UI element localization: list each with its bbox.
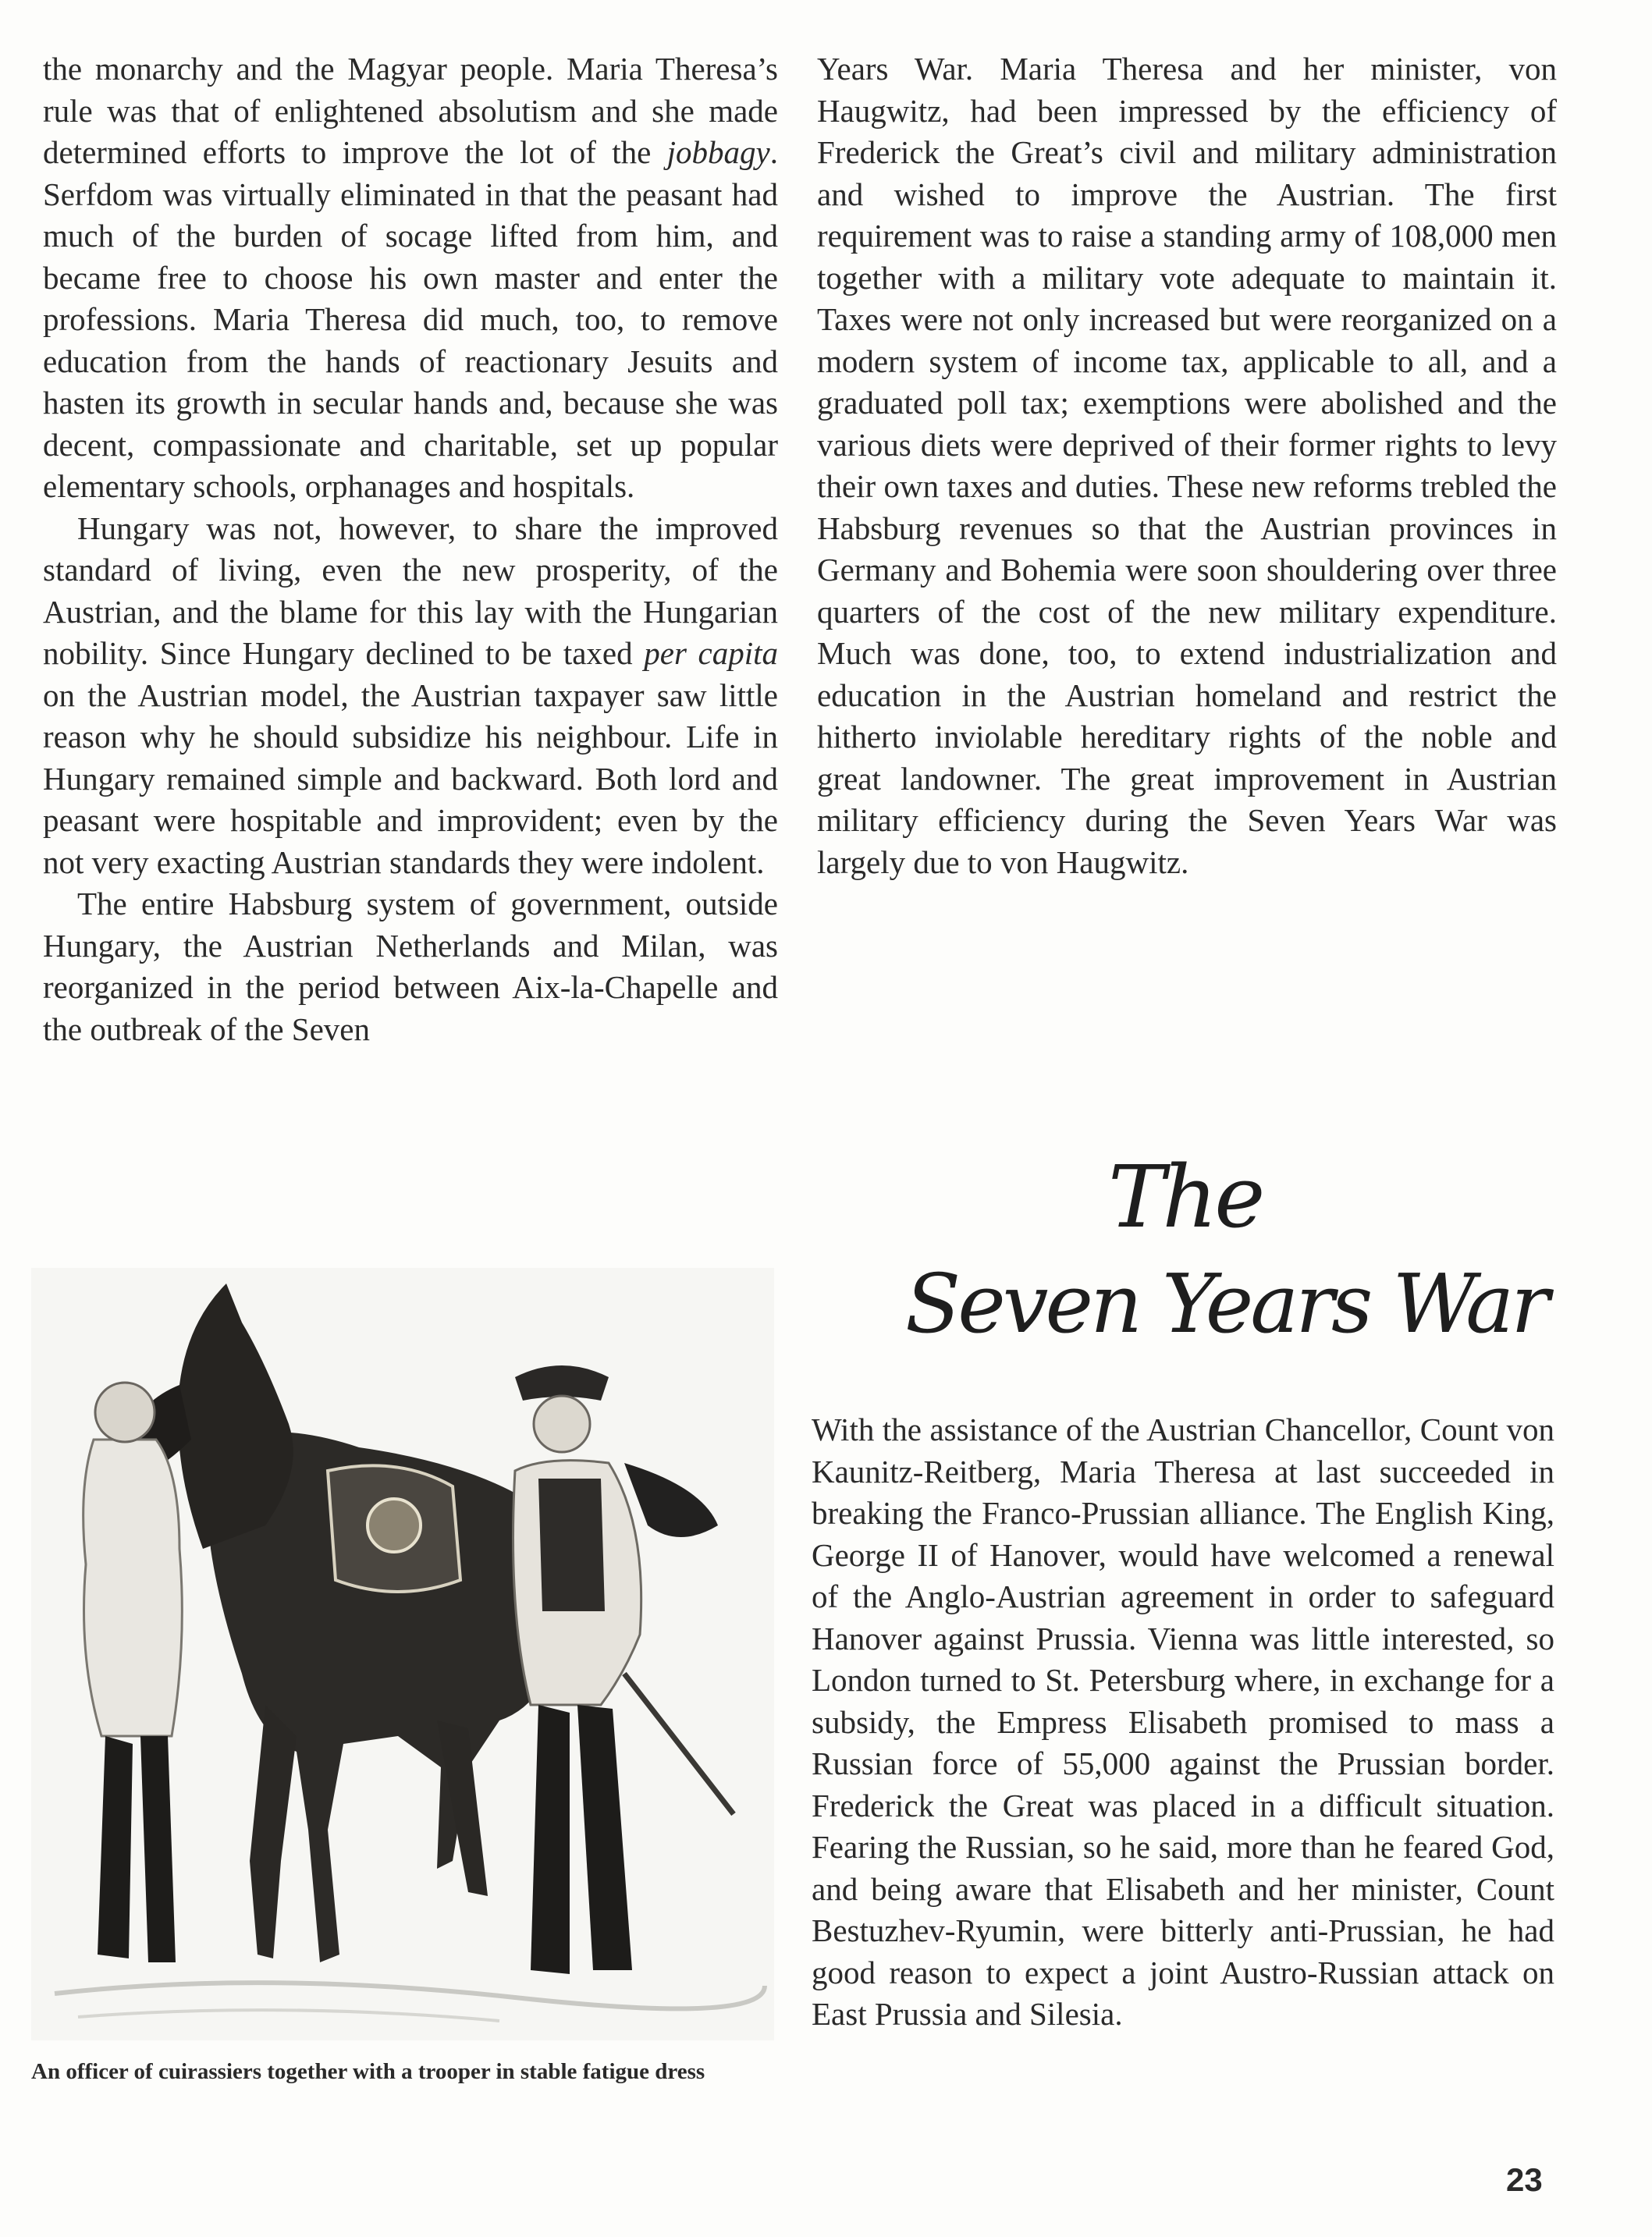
heading-line-2: Seven Years War [905,1256,1547,1351]
paragraph: the monarchy and the Magyar people. Maria Theresa’s rule was that of enlightened absolutism and she made determined efforts to improve the lot of the jobbagy. Serfdom was virtually eliminated in that the peasant had much of the burden of socage lifted from him, and became free to choose his own master and enter the professions. Maria Theresa did much, too, to remove education from the hands of reactionary Jesuits and hasten its growth in secular hands and, because she was decent, compassionate and charitable, set up popular elementary schools, orphanages and hospitals. [43,51,778,504]
illustration-officer-and-trooper [31,1268,774,2040]
paragraph: The entire Habsburg system of government, outside Hungary, the Austrian Netherlands and Milan, was reorganized in the period between Aix-la-Chapelle and the outbreak of the Seven [43,886,778,1047]
right-column-top [817,48,1557,883]
paragraph: Hungary was not, however, to share the improved standard of living, even the new prosperity, of the Austrian, and the blame for this lay with the Hungarian nobility. Since Hungary declined to be taxed per capita on the Austrian model, the Austrian taxpayer saw little reason why he should subsidize his neighbour. Life in Hungary remained simple and backward. Both lord and peasant were hospitable and improvident; even by the not very exacting Austrian standards they were indolent. [43,510,778,880]
right-column-bottom [812,1409,1554,2036]
paragraph: With the assistance of the Austrian Chancellor, Count von Kaunitz-Reitberg, Maria Theresa at last succeeded in breaking the Franco-Prussian alliance. The English King, George II of Hanover, would have welcomed a renewal of the Anglo-Austrian agreement in order to safeguard Hanover against Prussia. Vienna was little interested, so London turned to St. Petersburg where, in exchange for a subsidy, the Empress Elisabeth promised to mass a Russian force of 55,000 against the Prussian border. Frederick the Great was placed in a difficult situation. Fearing the Russian, so he said, more than he feared God, and being aware that Elisabeth and her minister, Count Bestuzhev-Ryumin, were bitterly anti-Prussian, he had good reason to expect a joint Austro-Russian attack on East Prussia and Silesia. [812,1411,1554,2032]
paragraph: Years War. Maria Theresa and her minister, von Haugwitz, had been impressed by the efficiency of Frederick the Great’s civil and military administration and wished to improve the Austrian. The first requirement was to raise a standing army of 108,000 men together with a military vote adequate to maintain it. Taxes were not only increased but were reorganized on a modern system of income tax, applicable to all, and a graduated poll tax; exemptions were abolished and the various diets were deprived of their former rights to levy their own taxes and duties. These new reforms trebled the Habsburg revenues so that the Austrian provinces in Germany and Bohemia were soon shouldering over three quarters of the cost of the new military expenditure. Much was done, too, to extend industrialization and education in the Austrian homeland and restrict the hitherto inviolable hereditary rights of the noble and great landowner. The great improvement in Austrian military efficiency during the Seven Years War was largely due to von Haugwitz. [817,51,1557,880]
page-number: 23 [1506,2161,1543,2198]
image-caption: An officer of cuirassiers together with a trooper in stable fatigue dress [31,2059,705,2084]
left-column [43,48,778,1050]
section-heading [874,1131,1547,1381]
heading-line-1: The [1108,1147,1263,1247]
illustration-drawing [31,1268,774,2040]
